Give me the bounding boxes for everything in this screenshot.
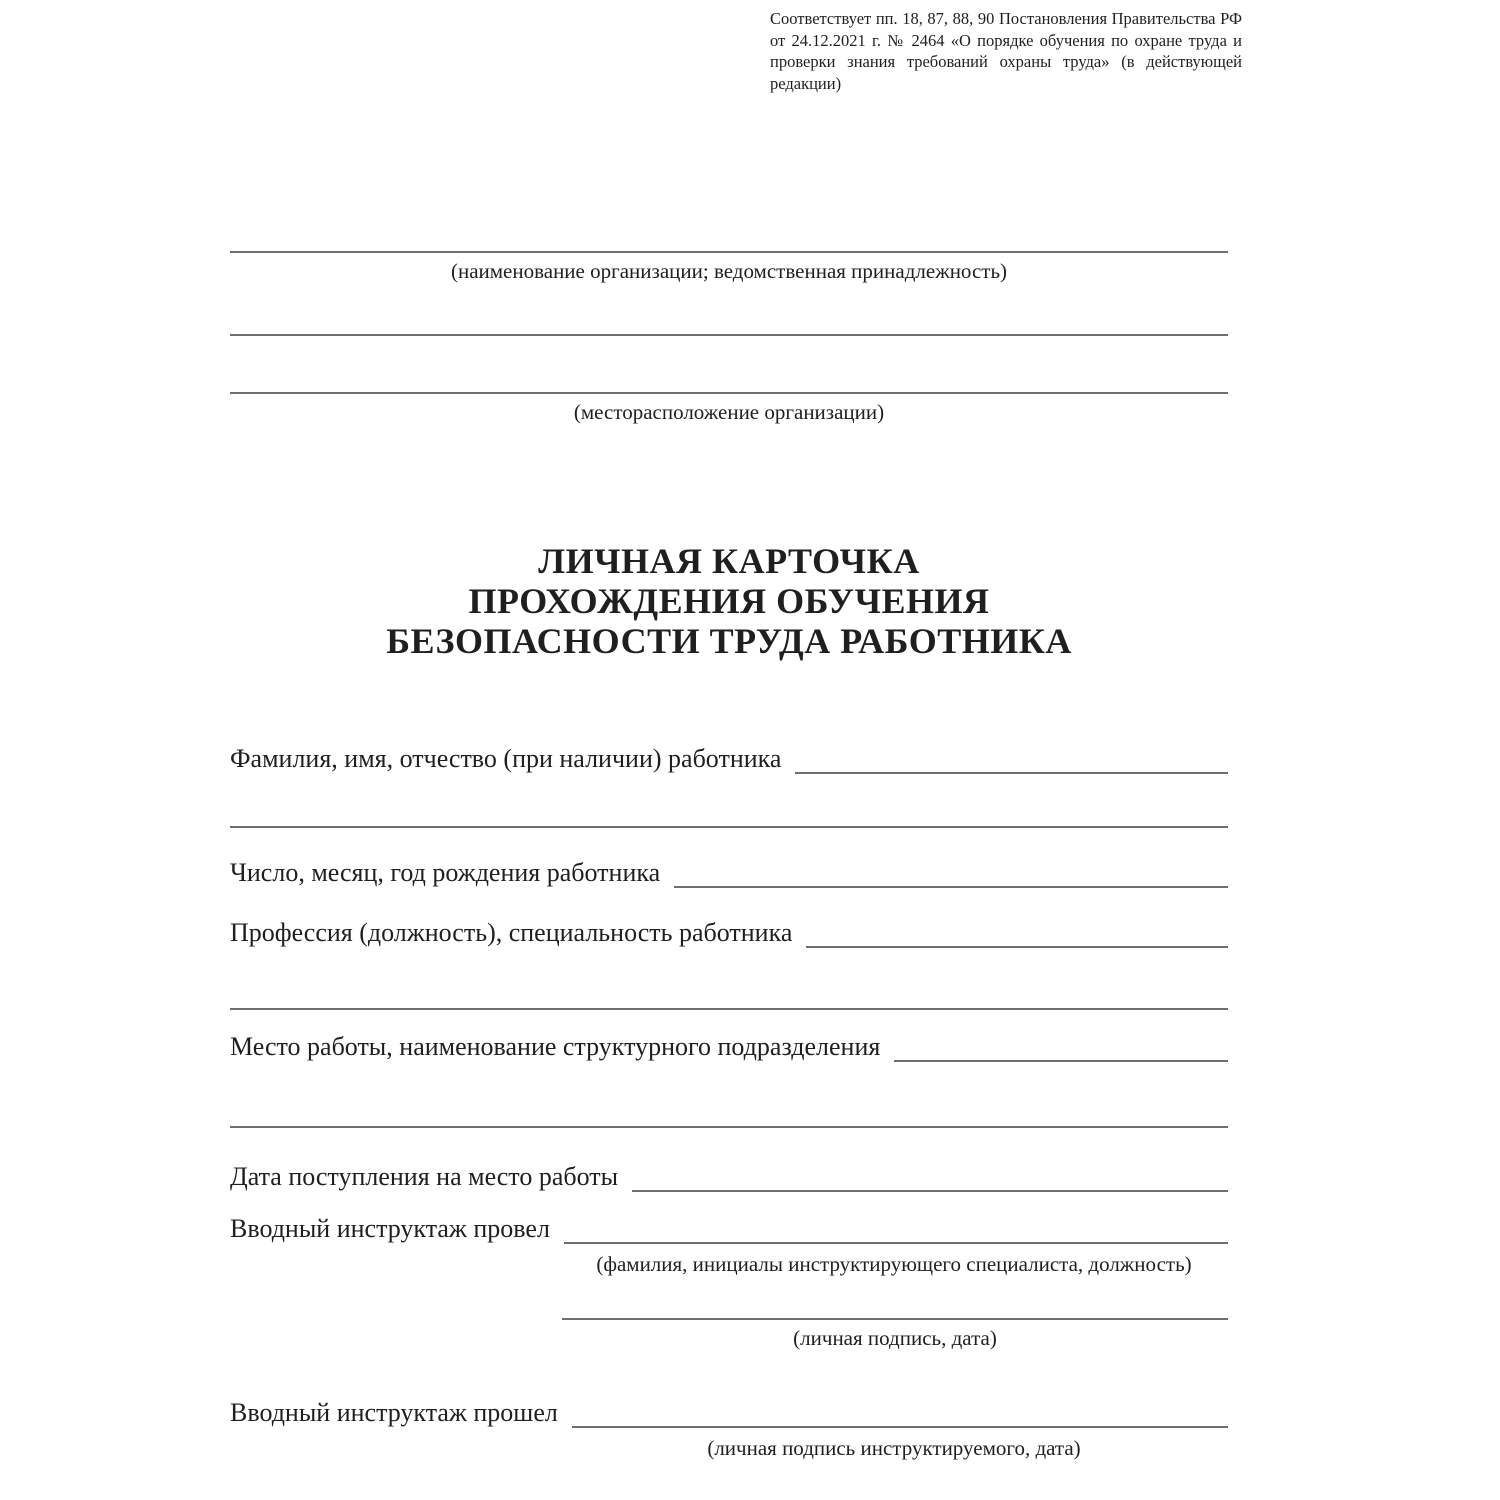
profession-continuation-line[interactable] bbox=[230, 1008, 1228, 1010]
workplace-row bbox=[230, 1032, 1228, 1062]
hire-date-input-line[interactable] bbox=[632, 1190, 1228, 1192]
induction-conducted-label: Вводный инструктаж провел bbox=[230, 1214, 550, 1243]
fio-continuation-line[interactable] bbox=[230, 826, 1228, 828]
workplace-continuation-line[interactable] bbox=[230, 1126, 1228, 1128]
org-name-input-line[interactable] bbox=[230, 251, 1228, 253]
hire-date-row bbox=[230, 1162, 1228, 1192]
induction-conducted-caption: (фамилия, инициалы инструктирующего специалиста, должность) bbox=[596, 1252, 1192, 1276]
workplace-label: Место работы, наименование структурного подразделения bbox=[230, 1032, 881, 1061]
fio-input-line[interactable] bbox=[795, 772, 1228, 774]
fio-row bbox=[230, 744, 1228, 774]
conductor-signature-caption: (личная подпись, дата) bbox=[793, 1326, 997, 1350]
profession-input-line[interactable] bbox=[806, 946, 1228, 948]
profession-label: Профессия (должность), специальность работника bbox=[230, 918, 793, 947]
document-title-line-1: ЛИЧНАЯ КАРТОЧКА bbox=[538, 541, 920, 581]
birth-date-label: Число, месяц, год рождения работника bbox=[230, 858, 661, 887]
induction-received-row bbox=[230, 1398, 1228, 1428]
document-title bbox=[230, 541, 1228, 661]
induction-received-input-line[interactable] bbox=[572, 1426, 1228, 1428]
org-name-caption: (наименование организации; ведомственная принадлежность) bbox=[450, 259, 1008, 283]
hire-date-label: Дата поступления на место работы bbox=[230, 1162, 619, 1191]
workplace-input-line[interactable] bbox=[894, 1060, 1228, 1062]
org-location-caption: (месторасположение организации) bbox=[573, 400, 885, 424]
document-title-line-2: ПРОХОЖДЕНИЯ ОБУЧЕНИЯ bbox=[468, 581, 990, 621]
document-title-line-3: БЕЗОПАСНОСТИ ТРУДА РАБОТНИКА bbox=[386, 621, 1072, 661]
induction-received-label: Вводный инструктаж прошел bbox=[230, 1398, 558, 1427]
birth-date-row bbox=[230, 858, 1228, 888]
birth-date-input-line[interactable] bbox=[674, 886, 1228, 888]
legal-reference-text: Соответствует пп. 18, 87, 88, 90 Постановления Правительства РФ от 24.12.2021 г. № 2464 «О порядке обучения по охране труда и проверки знания требований охраны труда» (в действующей редакции) bbox=[770, 9, 1242, 93]
induction-received-caption: (личная подпись инструктируемого, дата) bbox=[707, 1436, 1081, 1460]
org-name-continuation-line[interactable] bbox=[230, 334, 1228, 336]
profession-row bbox=[230, 918, 1228, 948]
induction-conducted-input-line[interactable] bbox=[564, 1242, 1228, 1244]
conductor-signature-input-line[interactable] bbox=[562, 1318, 1228, 1320]
org-location-input-line[interactable] bbox=[230, 392, 1228, 394]
induction-conducted-row bbox=[230, 1214, 1228, 1244]
fio-label: Фамилия, имя, отчество (при наличии) работника bbox=[230, 744, 782, 773]
